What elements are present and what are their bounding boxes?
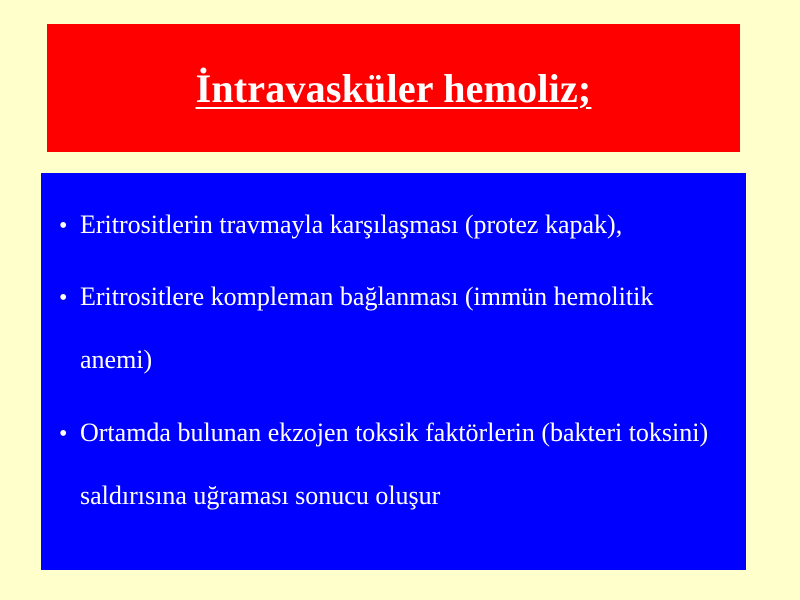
bullet-dot-icon: • [59, 213, 68, 239]
content-panel [41, 173, 746, 570]
bullet-text: Eritrositlere kompleman bağlanması (immün hemolitik anemi) [80, 282, 654, 374]
bullet-text: Ortamda bulunan ekzojen toksik faktörlerin (bakteri toksini) saldırısına uğraması sonucu oluşur [80, 418, 709, 510]
title-banner [47, 24, 740, 152]
bullet-text: Eritrositlerin travmayla karşılaşması (protez kapak), [80, 210, 623, 239]
bullet-dot-icon: • [59, 285, 68, 311]
bullet-dot-icon: • [59, 421, 68, 447]
slide-title: İntravasküler hemoliz; [195, 65, 592, 111]
